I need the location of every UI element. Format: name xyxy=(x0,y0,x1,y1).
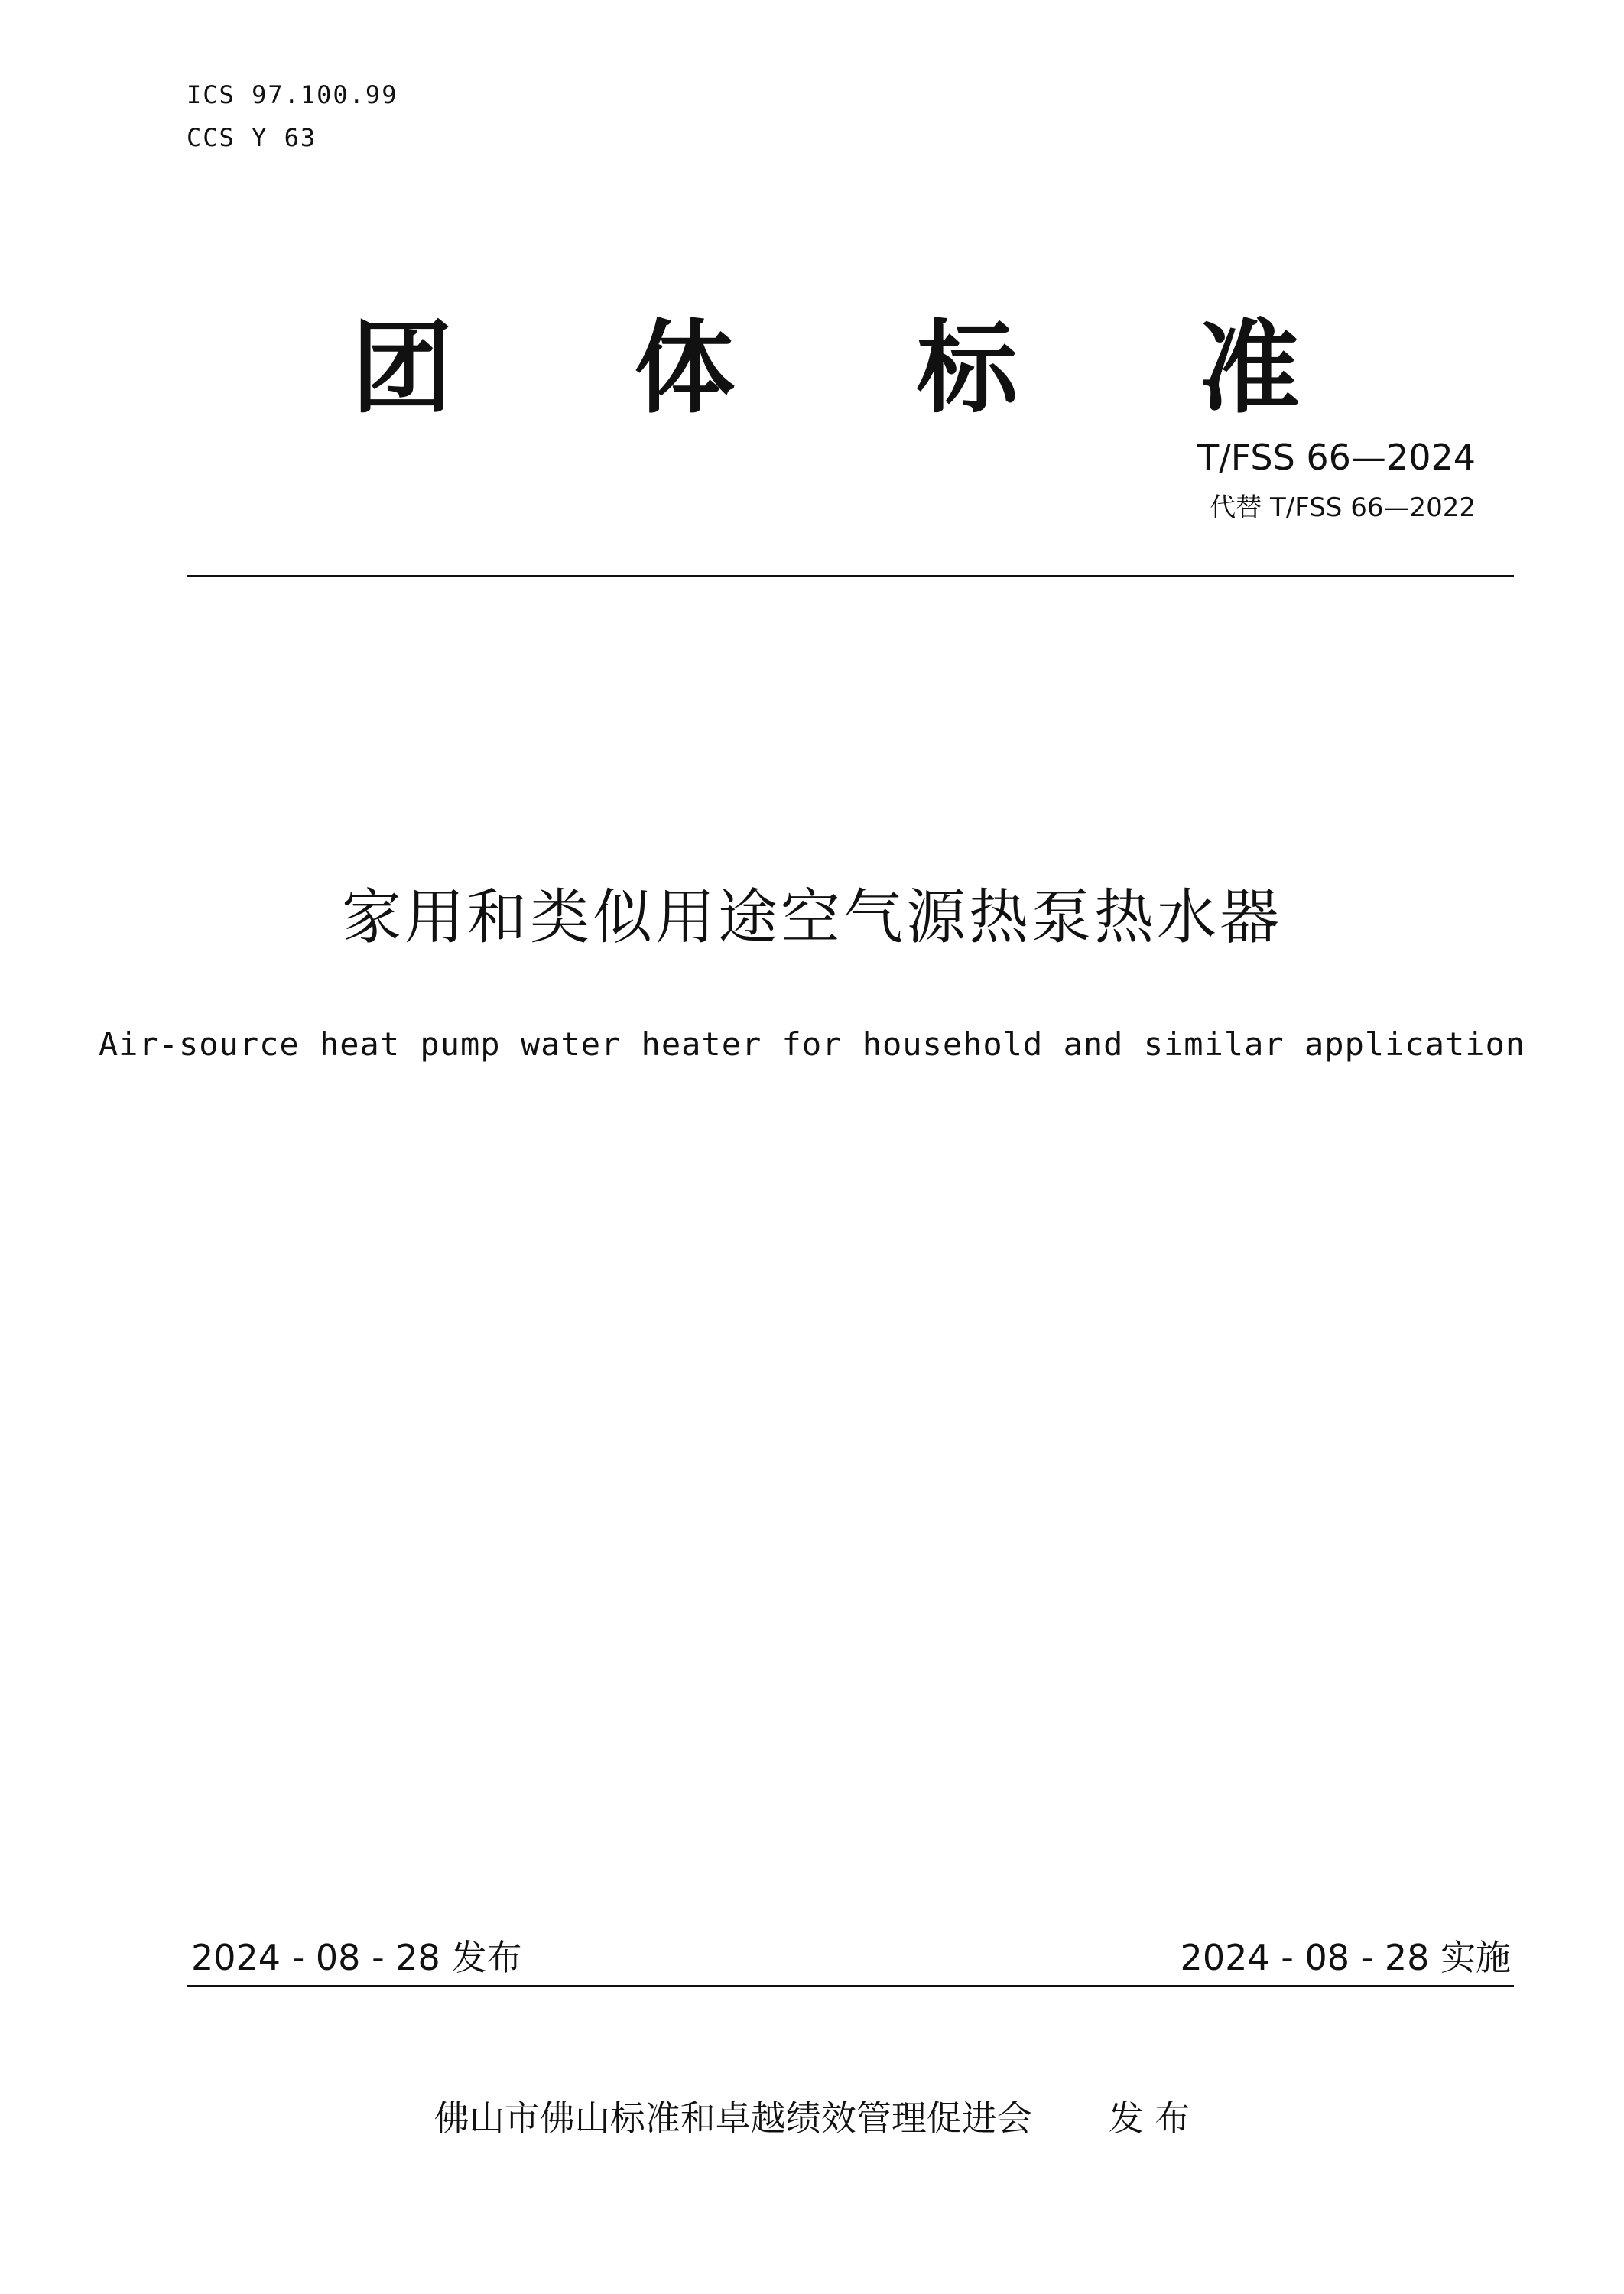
standard-type-char: 准 xyxy=(1198,310,1300,427)
implementation-date: 2024 - 08 - 28 实施 xyxy=(1180,1937,1511,1978)
publisher-name: 佛山市佛山标准和卓越绩效管理促进会 xyxy=(434,2097,1032,2139)
top-divider xyxy=(187,575,1514,577)
title-chinese: 家用和类似用途空气源热泵热水器 xyxy=(341,883,1282,952)
publisher-line xyxy=(0,2095,1624,2141)
issue-date: 2024 - 08 - 28 发布 xyxy=(191,1937,522,1978)
publisher-action: 发 布 xyxy=(1108,2097,1190,2139)
bottom-divider xyxy=(187,1985,1514,1987)
replaces-standard: 代替 T/FSS 66—2022 xyxy=(1210,492,1476,523)
ics-code: ICS 97.100.99 xyxy=(187,80,398,109)
standard-type-heading xyxy=(352,307,1300,430)
standard-type-char: 标 xyxy=(916,310,1018,427)
standard-type-char: 团 xyxy=(352,310,453,427)
standard-number: T/FSS 66—2024 xyxy=(1197,437,1476,478)
standard-type-char: 体 xyxy=(634,310,736,427)
ccs-code: CCS Y 63 xyxy=(187,123,317,152)
title-english: Air-source heat pump water heater for household and similar application xyxy=(98,1025,1526,1063)
